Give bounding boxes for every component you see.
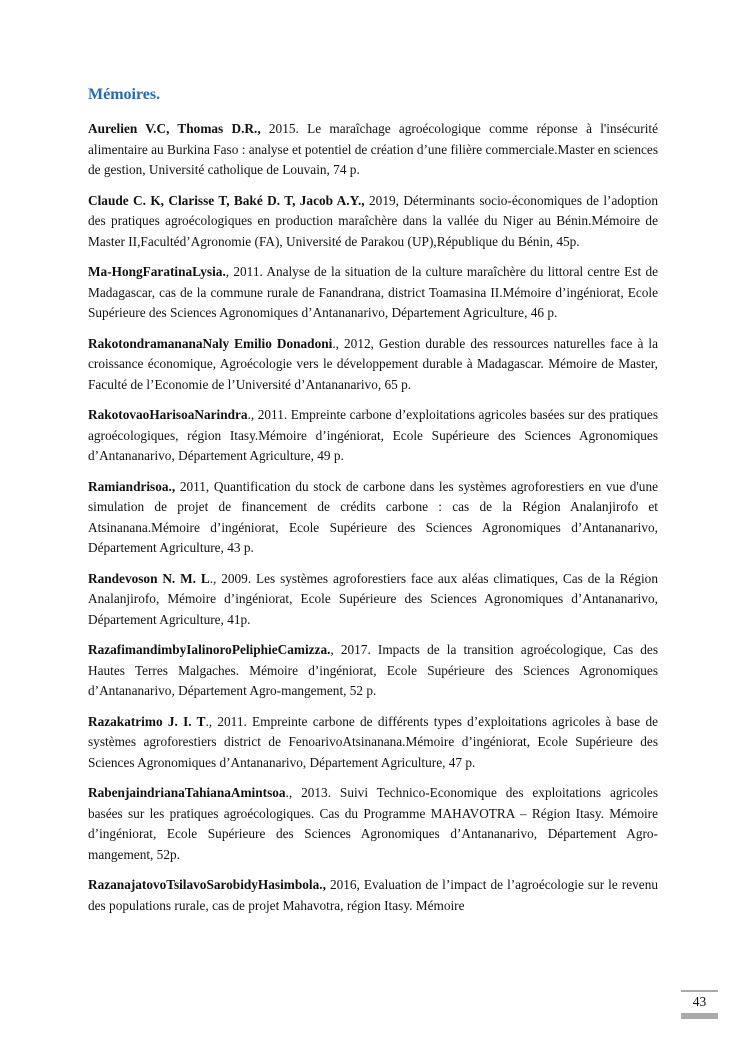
reference-text: ., 2009. Les systèmes agroforestiers face aux aléas climatiques, Cas de la Région Analanjirofo, Mémoire d’ingéniorat, Ecole Supérieure des Sciences Agronomiques d’Antananarivo, Département Agriculture, 41p. (88, 570, 658, 627)
reference-authors: RakotondramananaNaly Emilio Donadoni (88, 335, 333, 351)
page-footer (681, 990, 718, 1019)
reference-text: 2016, Evaluation de l’impact de l’agroécologie sur le revenu des populations rurale, cas de projet Mahavotra, région Itasy. Mémoire (88, 877, 658, 913)
reference-authors: Claude C. K, Clarisse T, Baké D. T, Jacob A.Y., (88, 192, 365, 208)
reference-entry (88, 712, 658, 774)
reference-text: , 2017. Impacts de la transition agroécologique, Cas des Hautes Terres Malgaches. Mémoire d’ingéniorat, Ecole Supérieure des Sciences Agronomiques d’Antananarivo, Département Agro-mangement, 52 p. (88, 642, 658, 698)
reference-entry (88, 783, 658, 865)
reference-entry (88, 334, 658, 396)
footer-bar (681, 1013, 718, 1019)
reference-authors: Aurelien V.C, Thomas D.R., (88, 121, 261, 136)
reference-text: ., 2011. Empreinte carbone de différents types d’exploitations agricoles à base de systèmes agroforestiers district de FenoarivoAtsinanana.Mémoire d’ingéniorat, Ecole Supérieure des Sciences Agronomiques d’Antananarivo, Département Agriculture, 47 p. (88, 713, 658, 770)
reference-text: 2011, Quantification du stock de carbone dans les systèmes agroforestiers en vue d'une simulation de projet de financement de crédits carbone : cas de la Région Analanjirofo et Atsinanana.Mémoire d’ingéniorat, Ecole Supérieure des Sciences Agronomiques d’Antananarivo, Département Agriculture, 43 p. (88, 478, 658, 555)
reference-authors: Razakatrimo J. I. T (88, 713, 206, 729)
reference-entry (88, 640, 658, 702)
reference-entry (88, 405, 658, 467)
reference-text: ., 2011. Empreinte carbone d’exploitations agricoles basées sur des pratiques agroécologiques, région Itasy.Mémoire d’ingéniorat, Ecole Supérieure des Sciences Agronomiques d’Antananarivo, Département Agriculture, 49 p. (88, 407, 658, 463)
page-content (88, 86, 658, 926)
reference-text: ., 2013. Suivi Technico-Economique des exploitations agricoles basées sur les pratiques agroécologiques. Cas du Programme MAHAVOTRA – Région Itasy. Mémoire d’ingéniorat, Ecole Supérieure des Sciences Agronomiques d’Antananarivo, Département Agro-mangement, 52p. (88, 785, 658, 862)
reference-authors: RazafimandimbyIalinoroPeliphieCamizza. (88, 642, 331, 657)
reference-authors: RabenjaindrianaTahianaAmintsoa (88, 785, 286, 800)
page-number: 43 (692, 994, 707, 1009)
reference-text: , 2011. Analyse de la situation de la culture maraîchère du littoral centre Est de Madagascar, cas de la commune rurale de Fanandrana, district Toamasina II.Mémoire d’ingéniorat, Ecole Supérieure des Sciences Agronomiques d’Antananarivo, Département Agriculture, 46 p. (88, 264, 658, 320)
reference-authors: Ma-HongFaratinaLysia. (88, 264, 226, 279)
reference-authors: Randevoson N. M. L (88, 570, 210, 586)
reference-entry (88, 119, 658, 181)
reference-authors: RakotovaoHarisoaNarindra (88, 407, 248, 422)
reference-entry (88, 875, 658, 916)
reference-text: ., 2012, Gestion durable des ressources naturelles face à la croissance économique, Agroécologie vers le développement durable à Madagascar. Mémoire de Master, Faculté de l’Economie de l’Université d’Antananarivo, 65 p. (88, 335, 658, 392)
reference-authors: RazanajatovoTsilavoSarobidyHasimbola., (88, 877, 326, 892)
reference-text: 2019, Déterminants socio-économiques de l’adoption des pratiques agroécologiques en production maraîchère dans la vallée du Niger au Bénin.Mémoire de Master II,Facultéd’Agronomie (FA), Université de Parakou (UP),République du Bénin, 45p. (88, 192, 658, 249)
reference-entry (88, 262, 658, 324)
reference-entry (88, 191, 658, 253)
reference-authors: Ramiandrisoa., (88, 478, 176, 494)
reference-text: 2015. Le maraîchage agroécologique comme réponse à l'insécurité alimentaire au Burkina Faso : analyse et potentiel de création d’une filière commerciale.Master en sciences de gestion, Université catholique de Louvain, 74 p. (88, 121, 658, 177)
reference-entry (88, 477, 658, 559)
reference-entry (88, 569, 658, 631)
section-heading: Mémoires. (88, 86, 161, 103)
